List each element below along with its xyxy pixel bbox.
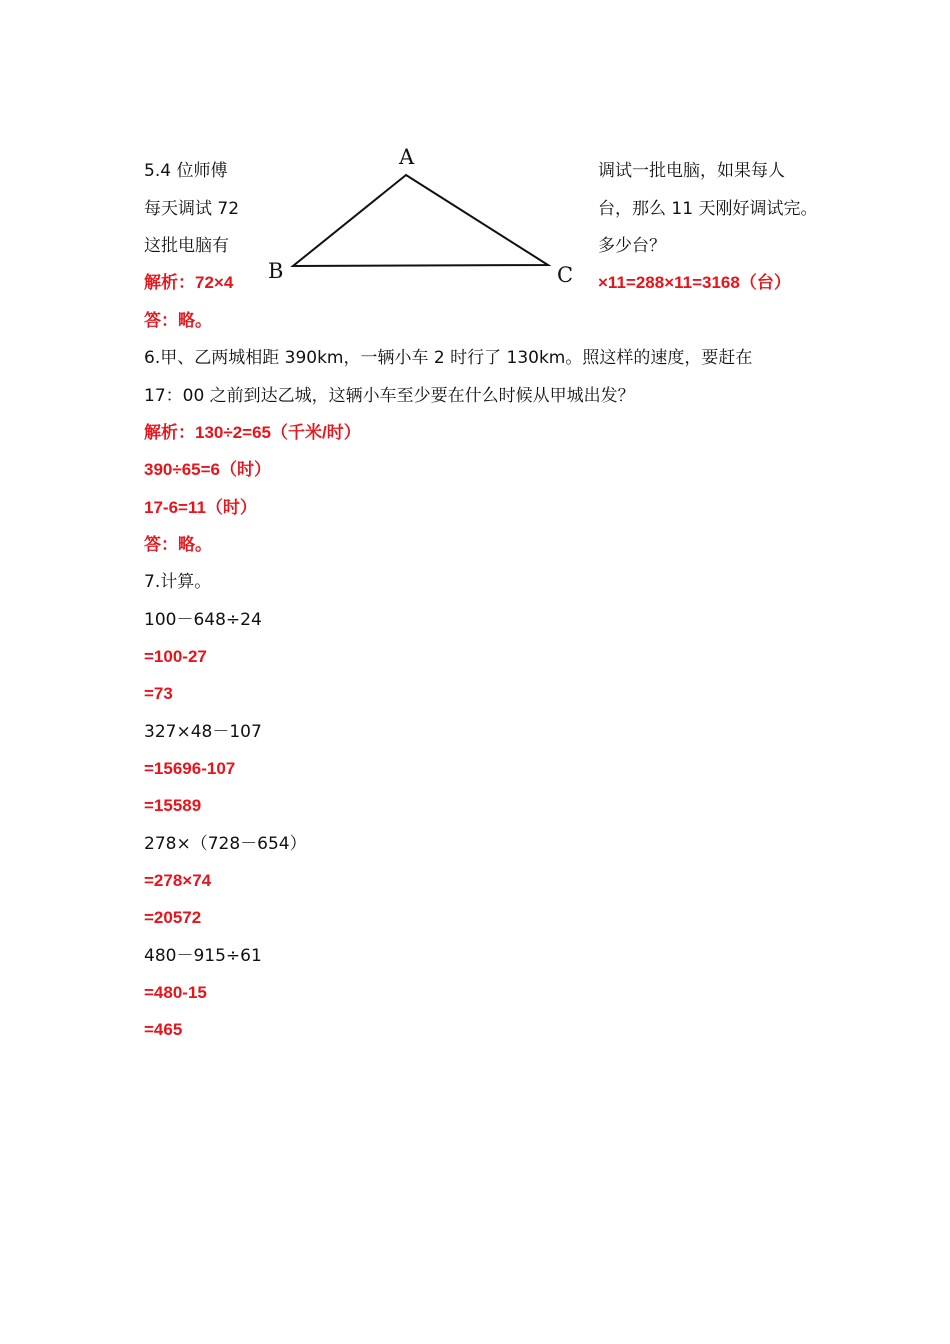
q5-answer: 答：略。 [144, 311, 212, 330]
q5-text-line-1: 5.4 位师傅 [144, 161, 228, 181]
q5-analysis-left: 解析：72×4 [144, 273, 234, 292]
vertex-label-b: B [268, 259, 284, 283]
q7-expr-4-step-1: =480-15 [144, 983, 207, 1002]
q5-text-right-2: 台，那么 11 天刚好调试完。 [598, 199, 818, 219]
q7-expr-3: 278×（728－654） [144, 834, 307, 854]
vertex-label-c: C [557, 263, 574, 287]
triangle-figure [0, 0, 950, 320]
q7-expr-2-step-1: =15696-107 [144, 759, 236, 778]
q6-step-3: 17-6=11（时） [144, 498, 257, 517]
q7-expr-1-step-2: =73 [144, 684, 173, 703]
q7-expr-1-step-1: =100-27 [144, 647, 207, 666]
q7-expr-2: 327×48－107 [144, 722, 262, 742]
q5-text-right-3: 多少台？ [598, 236, 666, 256]
q5-analysis-right: ×11=288×11=3168（台） [598, 273, 791, 292]
q6-text-line-2: 17：00 之前到达乙城，这辆小车至少要在什么时候从甲城出发？ [144, 386, 635, 406]
q6-step-1: 解析：130÷2=65（千米/时） [144, 423, 361, 442]
q5-text-right-1: 调试一批电脑，如果每人 [598, 161, 785, 181]
q7-expr-1: 100－648÷24 [144, 610, 262, 630]
q7-expr-3-step-2: =20572 [144, 908, 202, 927]
q6-step-2: 390÷65=6（时） [144, 460, 271, 479]
q6-answer: 答：略。 [144, 535, 212, 554]
vertex-label-a: A [399, 145, 415, 169]
q5-text-line-3: 这批电脑有 [144, 236, 229, 256]
triangle-shape [293, 175, 548, 266]
q7-expr-3-step-1: =278×74 [144, 871, 212, 890]
q7-title: 7.计算。 [144, 572, 212, 592]
q6-text-line-1: 6.甲、乙两城相距 390km，一辆小车 2 时行了 130km。照这样的速度，要赶在 [144, 348, 753, 368]
q7-expr-4-step-2: =465 [144, 1020, 183, 1039]
q7-expr-2-step-2: =15589 [144, 796, 202, 815]
q7-expr-4: 480－915÷61 [144, 946, 262, 966]
q5-text-line-2: 每天调试 72 [144, 199, 240, 219]
